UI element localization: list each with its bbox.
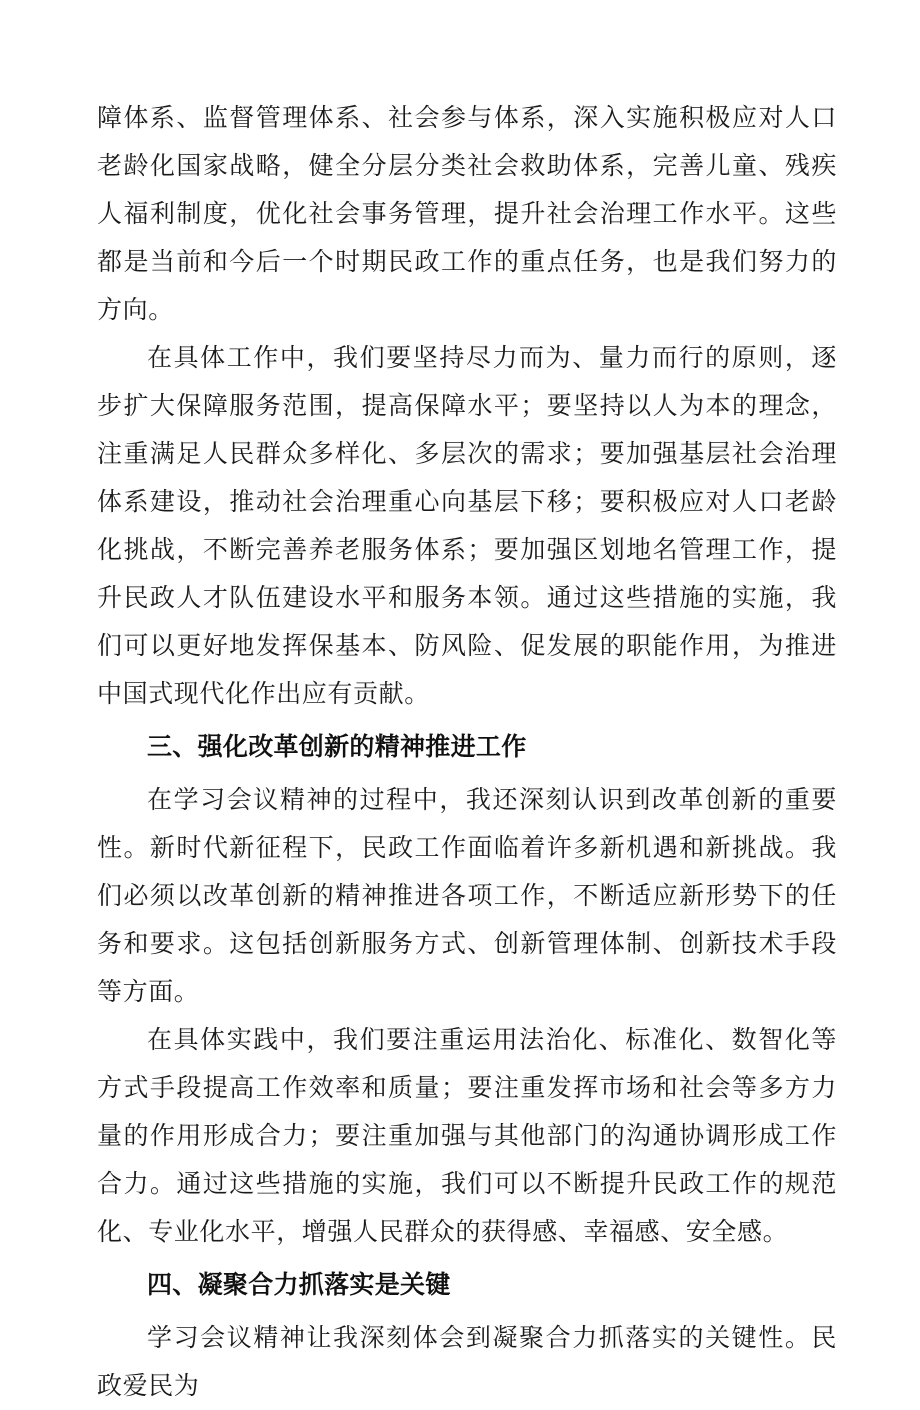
paragraph-specific-work: 在具体工作中，我们要坚持尽力而为、量力而行的原则，逐步扩大保障服务范围，提高保障水平；要坚持以人为本的理念，注重满足人民群众多样化、多层次的需求；要加强基层社会治理体系建设，推动社会治理重心向基层下移；要积极应对人口老龄化挑战，不断完善养老服务体系；要加强区划地名管理工作，提升民政人才队伍建设水平和服务本领。通过这些措施的实施，我们可以更好地发挥保基本、防风险、促发展的职能作用，为推进中国式现代化作出应有贡献。 (97, 343, 837, 708)
document-page (97, 94, 837, 1410)
paragraph-joint-effort: 学习会议精神让我深刻体会到凝聚合力抓落实的关键性。民政爱民为 (97, 1323, 837, 1400)
paragraph-continuation: 障体系、监督管理体系、社会参与体系，深入实施积极应对人口老龄化国家战略，健全分层分类社会救助体系，完善儿童、残疾人福利制度，优化社会事务管理，提升社会治理工作水平。这些都是当前和今后一个时期民政工作的重点任务，也是我们努力的方向。 (97, 103, 837, 324)
paragraph-specific-practice: 在具体实践中，我们要注重运用法治化、标准化、数智化等方式手段提高工作效率和质量；要注重发挥市场和社会等多方力量的作用形成合力；要注重加强与其他部门的沟通协调形成工作合力。通过这些措施的实施，我们可以不断提升民政工作的规范化、专业化水平，增强人民群众的获得感、幸福感、安全感。 (97, 1025, 837, 1246)
paragraph-reform-innovation: 在学习会议精神的过程中，我还深刻认识到改革创新的重要性。新时代新征程下，民政工作面临着许多新机遇和新挑战。我们必须以改革创新的精神推进各项工作，不断适应新形势下的任务和要求。这包括创新服务方式、创新管理体制、创新技术手段等方面。 (97, 785, 837, 1006)
section-heading-4: 四、凝聚合力抓落实是关键 (147, 1270, 451, 1299)
section-heading-3: 三、强化改革创新的精神推进工作 (147, 732, 527, 761)
